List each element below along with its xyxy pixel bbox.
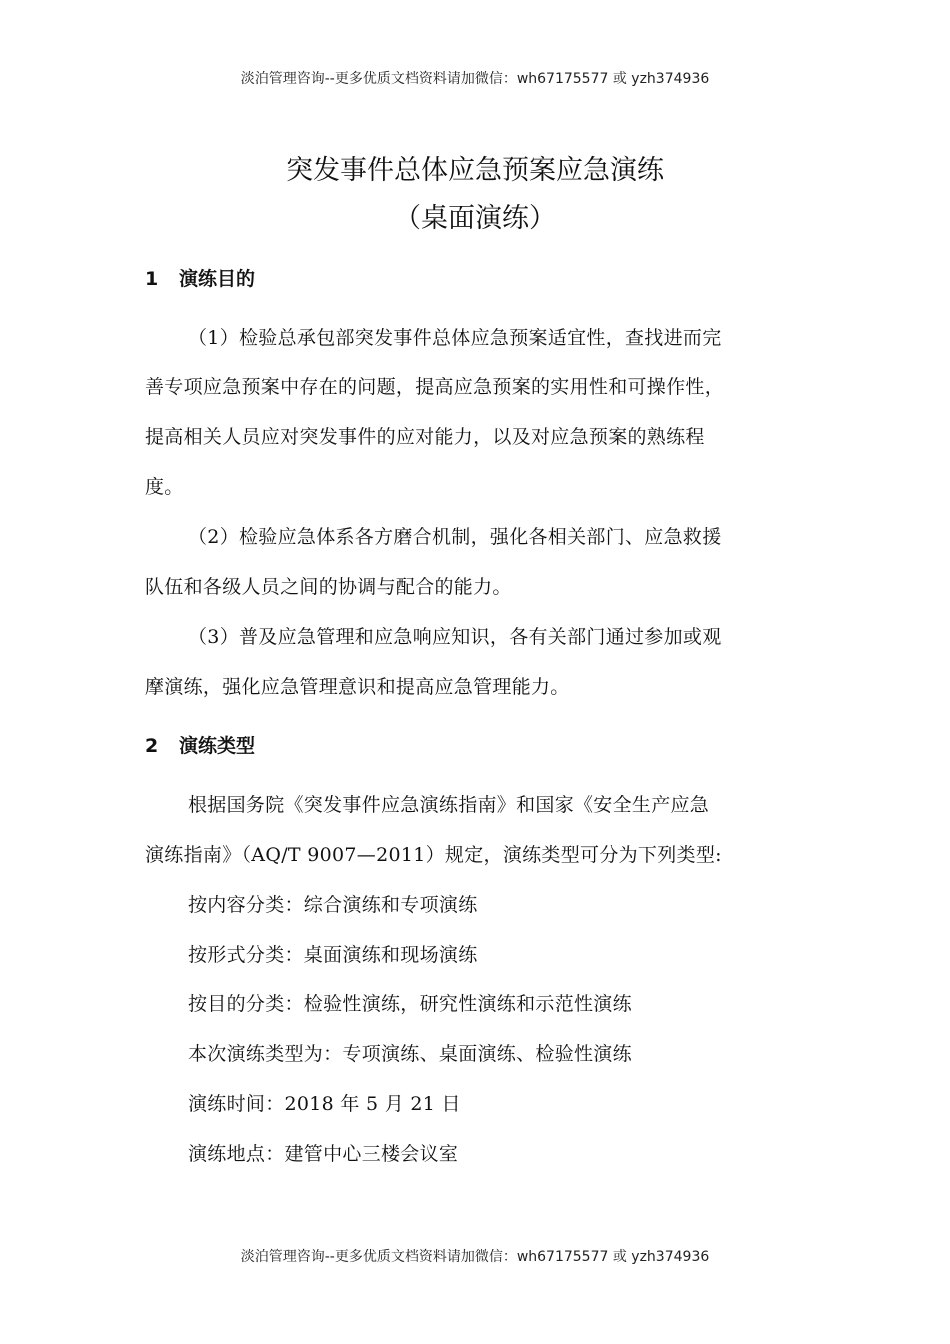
section-2-number: 2	[145, 735, 159, 757]
section-2-line: 按内容分类：综合演练和专项演练	[188, 894, 478, 916]
section-2-line: 按形式分类：桌面演练和现场演练	[188, 944, 478, 966]
section-2-line: 本次演练类型为：专项演练、桌面演练、检验性演练	[188, 1043, 632, 1065]
section-1-heading	[145, 264, 255, 291]
section-1-title: 演练目的	[179, 268, 256, 290]
section-1-line: （1）检验总承包部突发事件总体应急预案适宜性，查找进而完	[188, 327, 722, 349]
footer-note: 淡泊管理咨询--更多优质文档资料请加微信：wh67175577 或 yzh374936	[240, 1249, 710, 1265]
section-1-line: 善专项应急预案中存在的问题，提高应急预案的实用性和可操作性，	[145, 376, 725, 398]
section-2-line: 演练指南》（AQ/T 9007—2011）规定，演练类型可分为下列类型:	[145, 844, 722, 866]
document-title-line-1: 突发事件总体应急预案应急演练	[286, 155, 664, 186]
section-1-line: （3）普及应急管理和应急响应知识，各有关部门通过参加或观	[188, 626, 722, 648]
section-2-line: 演练时间：2018 年 5 月 21 日	[188, 1093, 461, 1115]
section-2-line: 演练地点：建管中心三楼会议室	[188, 1143, 459, 1165]
section-2-line: 根据国务院《突发事件应急演练指南》和国家《安全生产应急	[188, 794, 710, 816]
header-note: 淡泊管理咨询--更多优质文档资料请加微信：wh67175577 或 yzh374936	[240, 71, 710, 87]
section-2-heading	[145, 731, 255, 758]
section-1-line: 度。	[145, 476, 184, 498]
section-1-line: 摩演练，强化应急管理意识和提高应急管理能力。	[145, 676, 570, 698]
section-2-title: 演练类型	[179, 735, 256, 757]
section-1-line: 提高相关人员应对突发事件的应对能力，以及对应急预案的熟练程	[145, 426, 705, 448]
section-2-line: 按目的分类：检验性演练，研究性演练和示范性演练	[188, 993, 632, 1015]
section-1-number: 1	[145, 268, 159, 290]
document-title-line-2: （桌面演练）	[394, 203, 556, 234]
section-1-line: 队伍和各级人员之间的协调与配合的能力。	[145, 576, 512, 598]
section-1-line: （2）检验应急体系各方磨合机制，强化各相关部门、应急救援	[188, 526, 722, 548]
